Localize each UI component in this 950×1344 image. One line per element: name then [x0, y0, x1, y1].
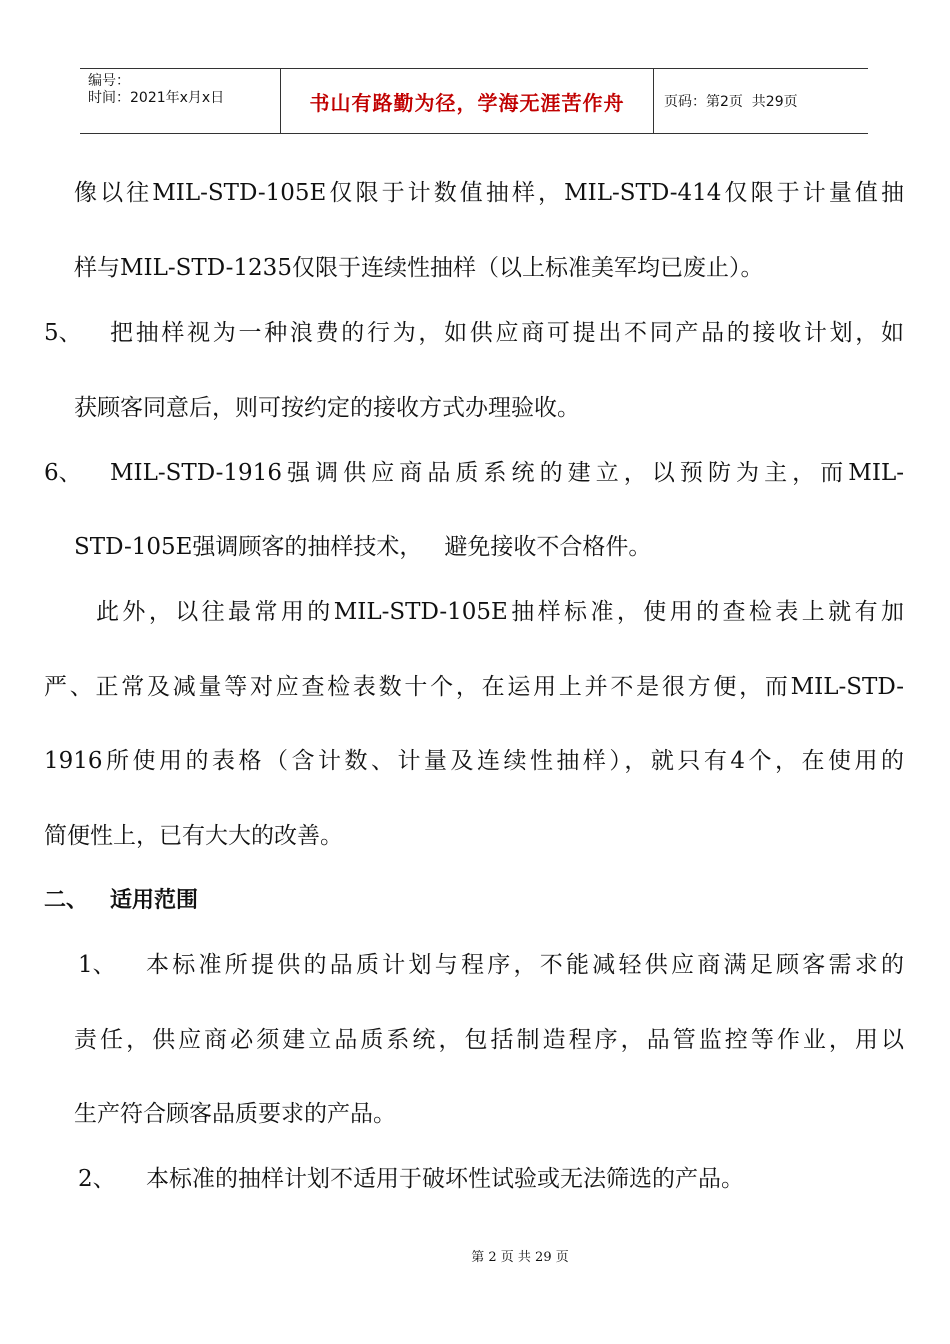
list-item-line: 获顾客同意后，则可按约定的接收方式办理验收。	[74, 395, 580, 421]
list-item-number: 1、	[78, 952, 116, 978]
list-item-line: 把抽样视为一种浪费的行为，如供应商可提出不同产品的接收计划，如	[110, 320, 904, 346]
section-title: 适用范围	[110, 888, 199, 913]
document-time-label: 时间：2021年x月x日	[88, 90, 225, 106]
page-header	[80, 68, 868, 134]
page-footer: 第 2 页 共 29 页	[471, 1250, 569, 1265]
header-motto: 书山有路勤为径，学海无涯苦作舟	[281, 69, 654, 133]
paragraph-line: 1916所使用的表格（含计数、计量及连续性抽样），就只有4个，在使用的	[44, 748, 904, 774]
paragraph-line: 严、正常及减量等对应查检表数十个，在运用上并不是很方便，而MIL-STD-	[44, 674, 904, 700]
paragraph-line: 简便性上，已有大大的改善。	[44, 823, 343, 849]
paragraph-line: 样与MIL-STD-1235仅限于连续性抽样（以上标准美军均已废止）。	[74, 255, 764, 281]
section-heading	[44, 886, 198, 916]
paragraph-line: 此外，以往最常用的MIL-STD-105E抽样标准，使用的查检表上就有加	[96, 599, 904, 625]
document-number-label: 编号：	[88, 73, 130, 89]
header-meta	[80, 69, 281, 133]
section-number: 二、	[44, 888, 89, 913]
list-item-line: 生产符合顾客品质要求的产品。	[74, 1101, 396, 1127]
list-item-number: 2、	[78, 1166, 116, 1192]
list-item-line: 本标准的抽样计划不适用于破坏性试验或无法筛选的产品。	[146, 1166, 744, 1192]
list-item-number: 5、	[44, 320, 82, 346]
list-item-line: MIL-STD-1916强调供应商品质系统的建立，以预防为主，而MIL-	[110, 460, 904, 486]
list-item-line: 责任，供应商必须建立品质系统，包括制造程序，品管监控等作业，用以	[74, 1027, 904, 1053]
header-page-info-text: 页码：第2页 共29页	[664, 94, 798, 110]
paragraph-line: 像以往MIL-STD-105E仅限于计数值抽样，MIL-STD-414仅限于计量值抽	[74, 180, 904, 206]
list-item-line: 本标准所提供的品质计划与程序，不能减轻供应商满足顾客需求的	[146, 952, 904, 978]
list-item-line: STD-105E强调顾客的抽样技术， 避免接收不合格件。	[74, 534, 652, 560]
header-page-info	[654, 69, 868, 133]
list-item-number: 6、	[44, 460, 82, 486]
